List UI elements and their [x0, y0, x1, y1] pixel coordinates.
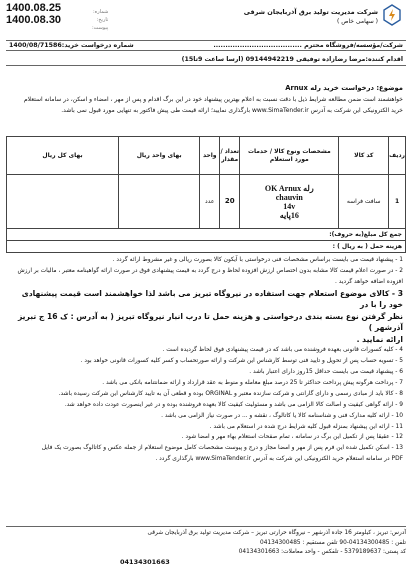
company-type: ( سهامی خاص ): [336, 18, 378, 25]
note-item-highlight: 3 - کالای موضوع استعلام جهت استفاده در نیروگاه تبریز می باشد لذا خواهشمند است قیمت پیشنهادی خود را با در: [21, 288, 403, 310]
cell-total: [7, 175, 119, 229]
note-item: PDF در سامانه استعلام خرید الکترونیکی این شرکت به آدرس www.SimaTender.ir بارگذاری گردد .: [155, 456, 403, 463]
note-item: 11 - ارائه این پیشنهاد بمنزله قبول کلیه شرایط درج شده در استعلام می باشد .: [209, 423, 403, 430]
cell-unit: عدد: [200, 175, 220, 229]
date-top: 1400.08.25: [6, 2, 62, 14]
footer-phones: تلفن : 04134300485-90 تلفن مستقیم : 04134300485: [260, 539, 406, 546]
note-item: 2 - در صورت اعلام قیمت کالا مشابه بدون اختصاص ارزش افزوده لحاظ و درج گردد به قیمت پیشنهادی فوق در صورت ارائه گواهینامه معتبر ، مالیات بر ارزش: [17, 267, 403, 274]
spec-line: chauvin: [275, 192, 303, 202]
header-total: بهای کل ریال: [7, 137, 119, 175]
note-item: 4 - کلیه کسورات قانونی بعهده فروشنده می باشد که در قیمت پیشنهادی فوق لحاظ گردیده است .: [162, 347, 403, 354]
note-item: 10 - ارائه کلیه مدارک فنی و شناسنامه کالا یا کاتالوگ ، نقشه و ... در صورت نیاز الزامی می باشد .: [161, 412, 403, 419]
header-row-number: ردیف: [389, 137, 406, 175]
recipient-to: شرکت/مؤسسه/فروشگاه محترم .....................................: [213, 41, 403, 49]
note-item: 13 - اسکن تکمیل شده این فرم پس از مهر و امضا مجاز و درج و پیوست مشخصات کامل موضوع استعلام از جمله عکس و کاتالوگ بصورت یک فایل: [41, 445, 403, 452]
header-unit-price: بهای واحد ریال: [119, 137, 200, 175]
date-stamps: [6, 2, 61, 26]
cell-code: سافت فراسه: [339, 175, 389, 229]
note-item: 6 - پیشنهاد قیمت می بایست حداقل 15روز دارای اعتبار باشد .: [249, 369, 403, 376]
company-logo-icon: [382, 4, 402, 26]
note-item: افزوده اضافه خواهد گردید .: [335, 278, 403, 285]
note-item: 8 - کالا باید از مبادی رسمی و دارای گارانتی و شرکت سازنده معتبر و ORGINAL بوده و قطعی آن به تایید کارشناس این شرکت رسیده باشد.: [58, 390, 403, 397]
items-table: [6, 136, 406, 253]
table-header-row: [7, 137, 406, 175]
subject-line: موضوع: درخواست خرید رله Arnux: [285, 84, 403, 92]
note-item: 9 - ارائه گواهی کیفیت و اصالت کالا الزامی می باشد و مسئولیت کیفیت کالا بعهده فروشنده بوده و در غیر اینصورت عودت داده خواهد شد.: [64, 401, 403, 408]
note-item: 12 - عقیقا پس از تکمیل این برگ در سامانه ، تمام صفحات استعلام بهاء مهر و امضا شود .: [181, 434, 403, 441]
intro-line-1: خواهشمند است ضمن مطالعه شرایط ذیل با دقت نسبت به اعلام بهترین پیشنهاد خود در این برگ اقدام و پس از مهر ، امضاء و اسکن، در سامانه استعلام: [23, 96, 403, 103]
note-item-highlight: ارائه نمایید .: [356, 334, 403, 344]
table-row: [7, 175, 406, 229]
note-item: 7 - پرداخت هرگونه پیش پرداخت حداکثر تا 25 درصد مبلغ معامله و منوط به عقد قرارداد و ارائه ضمانتنامه بانکی می باشد .: [102, 379, 403, 386]
intro-line-2: خرید الکترونیکی این شرکت به آدرس www.SimaTender.ir بارگذاری نمایید؛ ارائه قیمت طی پیش فاکتور به تنهایی مورد قبول نمی باشد.: [61, 107, 403, 114]
meta-attach-label: پیوست:: [92, 25, 109, 31]
note-item-highlight: نظر گرفتن نوع بسته بندی درخواستی و هزینه حمل تا درب انبار نیروگاه تبریز ( به آدرس : ک 16 ج تبریز آذرشهر ): [17, 311, 403, 333]
note-item: 1 - پیشنهاد قیمت می بایست براساس مشخصات فنی درخواستی با آیکون کالا بصورت ریالی و غیر مشروط ارائه گردد .: [112, 257, 403, 263]
footer: [6, 526, 406, 558]
action-bar: [6, 55, 406, 66]
document-meta: [92, 8, 108, 32]
cost-label: هزینه حمل ( به ریال ) :: [7, 241, 406, 253]
footer-phone-number: 04134301663: [120, 558, 170, 566]
meta-number-label: شماره:: [92, 9, 109, 15]
action-line: اقدام کننده:مرضا رضازاده توفیقی 09144942219 (ارسا ساعت 9تا15): [181, 56, 403, 64]
cell-row-number: 1: [389, 175, 406, 229]
cell-spec: [240, 175, 339, 229]
header-unit: واحد: [200, 137, 220, 175]
footer-address: آدرس: تبریز ، کیلومتر 16 جاده آذرشهر – نیروگاه حرارتی تبریز – شرکت مدیریت تولید برق آذربایجان شرقی: [147, 530, 406, 536]
conditions-list: [9, 255, 403, 465]
company-name: شرکت مدیریت تولید برق آذربایجان شرقی: [243, 8, 378, 16]
cell-unit-price: [119, 175, 200, 229]
spec-line: 16پایه: [279, 210, 299, 220]
date-bottom: 1400.08.30: [6, 14, 62, 26]
cell-qty: 20: [220, 175, 240, 229]
spec-line: 14v: [283, 201, 296, 211]
recipient-bar: [6, 40, 406, 51]
spec-line: رله OK Arnux: [264, 183, 314, 193]
meta-date-label: تاریخ:: [96, 17, 109, 23]
footer-postcode: کد پستی: 5379189637 - تلفکس - واحد معاملات: 04134301663: [238, 549, 406, 556]
company-header: [244, 8, 378, 26]
request-number: شماره درخواست خرید:1400/08/71586: [9, 41, 134, 49]
sum-label: جمع کل مبلغ(به حروف):: [7, 229, 406, 241]
sum-row: [7, 229, 406, 241]
header-qty: تعداد / مقدار: [220, 137, 240, 175]
note-item: 5 - تسویه حساب پس از تحویل و تایید فنی توسط کارشناس این شرکت و ارائه صورتحساب و کسر کلیه کسورات قانونی خواهد بود .: [80, 358, 403, 365]
header-code: کد کالا: [339, 137, 389, 175]
header-spec: مشخصات ونوع کالا / خدمات مورد استعلام: [240, 137, 339, 175]
cost-row: [7, 241, 406, 253]
